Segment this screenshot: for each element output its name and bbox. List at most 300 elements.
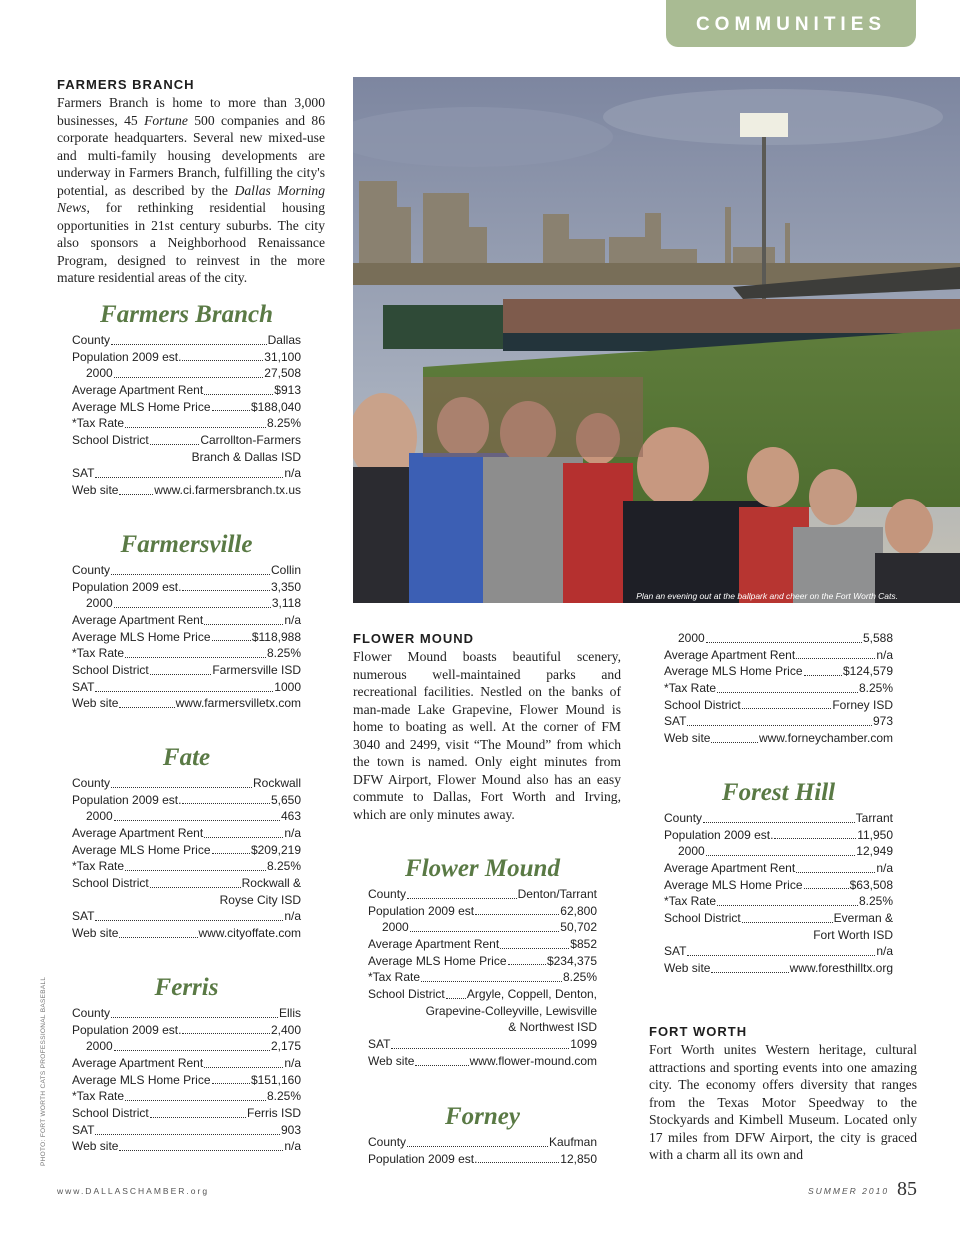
stat-label: County xyxy=(664,810,703,825)
stat-row xyxy=(664,730,893,747)
stat-row xyxy=(72,415,301,432)
stat-label: Average Apartment Rent xyxy=(368,937,500,952)
dot-leader xyxy=(742,708,832,709)
dot-leader xyxy=(687,955,875,956)
stat-label: Average Apartment Rent xyxy=(664,647,796,662)
stat-label: Web site xyxy=(72,926,119,941)
dot-leader xyxy=(774,838,856,839)
stat-label: School District xyxy=(72,876,149,891)
dot-leader xyxy=(111,787,252,788)
stat-label: Average Apartment Rent xyxy=(72,383,204,398)
stat-label: Population 2009 est. xyxy=(72,349,182,364)
stat-label: Average Apartment Rent xyxy=(72,613,204,628)
stat-label: Population 2009 est. xyxy=(72,579,182,594)
stat-label: County xyxy=(72,562,111,577)
stat-value: Branch & Dallas ISD xyxy=(191,449,301,464)
stat-value: 8.25% xyxy=(562,970,597,985)
stat-label: School District xyxy=(72,433,149,448)
stat-value: 62,800 xyxy=(560,903,597,918)
dot-leader xyxy=(95,691,273,692)
dot-leader xyxy=(796,872,875,873)
dot-leader xyxy=(407,898,517,899)
stat-value: $118,988 xyxy=(251,629,301,644)
dot-leader xyxy=(804,675,842,676)
stat-value: 31,100 xyxy=(264,349,301,364)
stat-row xyxy=(664,843,893,860)
community-title: Farmers Branch xyxy=(100,301,273,328)
stat-label: Web site xyxy=(664,731,711,746)
stat-label: Population 2009 est. xyxy=(664,827,774,842)
stat-label: SAT xyxy=(72,679,95,694)
stat-value: 463 xyxy=(280,809,301,824)
stat-value: n/a xyxy=(284,613,301,628)
section-tab: COMMUNITIES xyxy=(666,0,916,47)
dot-leader xyxy=(742,922,833,923)
stat-label: Web site xyxy=(368,1053,415,1068)
dot-leader xyxy=(150,444,200,445)
dot-leader xyxy=(204,837,283,838)
dot-leader xyxy=(182,590,270,591)
community-title: Forest Hill xyxy=(721,779,836,806)
dot-leader xyxy=(410,931,560,932)
stat-label: Average MLS Home Price xyxy=(72,399,211,414)
forney-continued-block xyxy=(664,630,893,747)
stat-label: SAT xyxy=(72,466,95,481)
dot-leader xyxy=(391,1048,569,1049)
stat-row xyxy=(72,842,301,859)
stat-value: 8.25% xyxy=(266,859,301,874)
stat-label: SAT xyxy=(72,1122,95,1137)
stat-label: Web site xyxy=(72,483,119,498)
stat-value: www.cityoffate.com xyxy=(198,926,301,941)
stat-row xyxy=(368,1134,597,1151)
article-heading: FLOWER MOUND xyxy=(353,631,475,646)
article-heading: FARMERS BRANCH xyxy=(57,77,195,92)
stat-label: 2000 xyxy=(382,920,409,935)
flower-mound-article xyxy=(353,631,621,823)
stat-label: 2000 xyxy=(86,596,113,611)
stat-value: 8.25% xyxy=(266,646,301,661)
stat-row xyxy=(368,1036,597,1053)
stat-row xyxy=(72,925,301,942)
dot-leader xyxy=(114,1050,270,1051)
article-body: Fort Worth unites Western heritage, cultural attractions and sporting events into one amazing city. The economy offers diversity that ranges from the Texas Motor Speedway to the Stockyards and Kimbell Museum. Located only 17 miles from DFW Airport, the city is graced with a charm all its own and xyxy=(649,1042,917,1162)
dot-leader xyxy=(125,427,266,428)
photo-credit: PHOTO: FORT WORTH CATS PROFESSIONAL BASEBALL xyxy=(40,976,47,1166)
stat-value: www.forneychamber.com xyxy=(758,731,893,746)
dot-leader xyxy=(119,707,174,708)
stat-value: Farmersville ISD xyxy=(212,663,301,678)
stat-value: Ferris ISD xyxy=(247,1106,301,1121)
ballpark-photo xyxy=(353,77,960,603)
stat-value: 903 xyxy=(280,1122,301,1137)
dot-leader xyxy=(508,964,546,965)
stat-row xyxy=(664,910,893,927)
stat-label: School District xyxy=(664,911,741,926)
stat-row xyxy=(72,1139,301,1156)
dot-leader xyxy=(95,1134,280,1135)
dot-leader xyxy=(804,888,849,889)
stat-value: & Northwest ISD xyxy=(508,1020,597,1035)
stat-value: n/a xyxy=(284,909,301,924)
stat-row xyxy=(72,579,301,596)
stats-list xyxy=(368,886,597,1070)
stat-value: 5,588 xyxy=(862,630,893,645)
stats-list xyxy=(664,630,893,747)
stat-row xyxy=(72,858,301,875)
dot-leader xyxy=(421,981,562,982)
stat-value: 12,949 xyxy=(856,844,893,859)
stat-row xyxy=(72,595,301,612)
dot-leader xyxy=(796,658,875,659)
dot-leader xyxy=(212,1083,250,1084)
stat-label: 2000 xyxy=(86,809,113,824)
stats-list xyxy=(72,332,301,499)
stat-value: $913 xyxy=(274,383,301,398)
stat-value: www.foresthilltx.org xyxy=(789,961,893,976)
stat-row xyxy=(72,792,301,809)
stat-row xyxy=(664,647,893,664)
stat-row xyxy=(72,482,301,499)
stat-row xyxy=(72,696,301,713)
stat-label: School District xyxy=(368,987,445,1002)
stat-row xyxy=(664,960,893,977)
community-title: Farmersville xyxy=(120,531,253,558)
stat-row xyxy=(664,663,893,680)
stat-label: *Tax Rate xyxy=(72,859,125,874)
stat-label: Average MLS Home Price xyxy=(664,664,803,679)
stat-row xyxy=(72,645,301,662)
stat-label: County xyxy=(368,1134,407,1149)
stat-row xyxy=(664,927,893,944)
stat-label: Web site xyxy=(72,696,119,711)
stat-value: Carrollton-Farmers xyxy=(200,433,301,448)
stats-list xyxy=(72,1005,301,1155)
stat-label: *Tax Rate xyxy=(72,646,125,661)
stat-row xyxy=(72,679,301,696)
stat-value: Fort Worth ISD xyxy=(813,927,893,942)
stat-value: 5,650 xyxy=(270,792,301,807)
stat-row xyxy=(368,886,597,903)
stat-label: County xyxy=(72,1005,111,1020)
stat-label: *Tax Rate xyxy=(664,681,717,696)
stat-value: n/a xyxy=(284,466,301,481)
dot-leader xyxy=(711,972,788,973)
dot-leader xyxy=(114,607,271,608)
stat-value: 1000 xyxy=(274,679,301,694)
community-title: Ferris xyxy=(154,974,219,1001)
dot-leader xyxy=(125,870,266,871)
dot-leader xyxy=(717,905,858,906)
stat-value: 50,702 xyxy=(560,920,597,935)
stat-value: $234,375 xyxy=(546,953,597,968)
stat-row xyxy=(664,827,893,844)
stat-row xyxy=(72,382,301,399)
dot-leader xyxy=(111,344,267,345)
stat-row xyxy=(368,936,597,953)
stat-label: Average Apartment Rent xyxy=(664,861,796,876)
stat-label: School District xyxy=(664,697,741,712)
stat-row xyxy=(368,1053,597,1070)
article-body: Farmers Branch is home to more than 3,000 businesses, 45 Fortune 500 companies and 86 corporate headquarters. Several new mixed-use and multi-family housing developments are underway in Farmers Branch, fulfilling the city's potential, as described by the Dallas Morning News, for rethinking residential housing opportunities in 21st century suburbs. The city also sponsors a Neighborhood Renaissance Program, designed to reinvest in the more mature residential areas of the city. xyxy=(57,95,325,285)
stat-row xyxy=(72,432,301,449)
stat-row xyxy=(72,365,301,382)
stat-row xyxy=(664,893,893,910)
footer-issue: SUMMER 2010 xyxy=(808,1186,890,1196)
stat-row xyxy=(664,860,893,877)
stat-row xyxy=(72,466,301,483)
stat-label: SAT xyxy=(368,1037,391,1052)
stat-value: $124,579 xyxy=(842,664,893,679)
stat-value: n/a xyxy=(876,944,893,959)
farmers-branch-article xyxy=(57,77,325,287)
fate-block xyxy=(72,741,301,942)
dot-leader xyxy=(125,657,266,658)
stat-value: $852 xyxy=(570,937,597,952)
stat-row xyxy=(368,1003,597,1020)
stat-row xyxy=(368,969,597,986)
stat-label: Average MLS Home Price xyxy=(72,1072,211,1087)
stat-value: Everman & xyxy=(833,911,893,926)
stat-row xyxy=(72,399,301,416)
stat-value: 2,175 xyxy=(270,1039,301,1054)
stat-row xyxy=(368,919,597,936)
stat-value: 973 xyxy=(872,714,893,729)
stat-value: Royse City ISD xyxy=(219,892,301,907)
dot-leader xyxy=(475,914,559,915)
dot-leader xyxy=(150,887,241,888)
stat-label: Average MLS Home Price xyxy=(72,842,211,857)
stat-value: n/a xyxy=(284,1056,301,1071)
stat-value: Argyle, Coppell, Denton, xyxy=(466,987,597,1002)
stat-value: Rockwall & xyxy=(241,876,301,891)
stat-row xyxy=(72,1122,301,1139)
stat-row xyxy=(72,1088,301,1105)
stat-row xyxy=(72,808,301,825)
dot-leader xyxy=(204,1067,283,1068)
stat-label: *Tax Rate xyxy=(664,894,717,909)
dot-leader xyxy=(119,494,153,495)
dot-leader xyxy=(119,1150,283,1151)
dot-leader xyxy=(182,803,270,804)
stat-label: Web site xyxy=(72,1139,119,1154)
dot-leader xyxy=(150,1117,246,1118)
stat-label: Average Apartment Rent xyxy=(72,1056,204,1071)
dot-leader xyxy=(125,1100,266,1101)
stat-row xyxy=(72,775,301,792)
dot-leader xyxy=(111,1017,278,1018)
stats-list xyxy=(664,810,893,977)
dot-leader xyxy=(687,725,872,726)
dot-leader xyxy=(119,937,197,938)
forney-block xyxy=(368,1100,597,1167)
dot-leader xyxy=(111,574,270,575)
stat-value: n/a xyxy=(876,647,893,662)
stat-row xyxy=(72,875,301,892)
dot-leader xyxy=(706,855,856,856)
stat-value: 8.25% xyxy=(858,894,893,909)
stat-value: n/a xyxy=(284,1139,301,1154)
stat-row xyxy=(664,877,893,894)
stat-value: 8.25% xyxy=(858,681,893,696)
ferris-block xyxy=(72,971,301,1155)
dot-leader xyxy=(212,853,250,854)
stat-row xyxy=(72,332,301,349)
flower-mound-block xyxy=(368,852,597,1070)
stat-label: School District xyxy=(72,1106,149,1121)
stat-row xyxy=(664,697,893,714)
stat-label: SAT xyxy=(664,714,687,729)
community-title: Forney xyxy=(445,1103,520,1130)
stat-label: 2000 xyxy=(678,630,705,645)
stat-value: Rockwall xyxy=(252,775,301,790)
stat-row xyxy=(664,630,893,647)
dot-leader xyxy=(95,920,283,921)
stat-value: Ellis xyxy=(278,1005,301,1020)
dot-leader xyxy=(478,1162,559,1163)
stat-label: SAT xyxy=(664,944,687,959)
stat-label: School District xyxy=(72,663,149,678)
stat-row xyxy=(368,986,597,1003)
dot-leader xyxy=(703,822,855,823)
stat-row xyxy=(72,662,301,679)
stat-row xyxy=(72,1072,301,1089)
dot-leader xyxy=(500,948,569,949)
stat-value: www.farmersvilletx.com xyxy=(175,696,301,711)
stat-label: 2000 xyxy=(678,844,705,859)
farmers-branch-block xyxy=(72,298,301,499)
dot-leader xyxy=(182,360,263,361)
stat-value: $151,160 xyxy=(250,1072,301,1087)
stat-label: SAT xyxy=(72,909,95,924)
stat-label: *Tax Rate xyxy=(72,416,125,431)
dot-leader xyxy=(446,998,466,999)
dot-leader xyxy=(212,410,250,411)
stat-value: $63,508 xyxy=(849,877,893,892)
stats-list xyxy=(368,1134,597,1167)
photo-caption: Plan an evening out at the ballpark and cheer on the Fort Worth Cats. xyxy=(636,591,898,601)
stat-row xyxy=(72,1038,301,1055)
stat-label: Population 2009 est. xyxy=(72,1022,182,1037)
article-heading: FORT WORTH xyxy=(649,1024,748,1039)
stat-label: Population 2009 est xyxy=(368,903,475,918)
dot-leader xyxy=(95,477,283,478)
stat-row xyxy=(368,1020,597,1037)
stat-row xyxy=(664,680,893,697)
stats-list xyxy=(72,562,301,712)
dot-leader xyxy=(407,1146,548,1147)
stat-row xyxy=(72,562,301,579)
stat-label: County xyxy=(368,886,407,901)
stat-row xyxy=(72,1005,301,1022)
dot-leader xyxy=(114,820,280,821)
stat-row xyxy=(664,944,893,961)
dot-leader xyxy=(415,1065,468,1066)
stat-label: County xyxy=(72,332,111,347)
footer-website: www.DALLASCHAMBER.org xyxy=(57,1186,210,1196)
stat-label: Average MLS Home Price xyxy=(368,953,507,968)
stat-row xyxy=(72,349,301,366)
page-number: 85 xyxy=(897,1178,917,1200)
stat-value: 12,850 xyxy=(560,1151,597,1166)
stat-value: Denton/Tarrant xyxy=(517,886,597,901)
stat-value: Dallas xyxy=(267,332,301,347)
stat-row xyxy=(664,713,893,730)
dot-leader xyxy=(711,742,757,743)
stat-value: 3,118 xyxy=(271,596,301,611)
stat-value: Forney ISD xyxy=(832,697,893,712)
stat-value: 8.25% xyxy=(266,1089,301,1104)
stat-row xyxy=(72,1105,301,1122)
stat-label: 2000 xyxy=(86,366,113,381)
stat-value: 1099 xyxy=(570,1037,597,1052)
dot-leader xyxy=(150,674,212,675)
community-title: Flower Mound xyxy=(405,855,560,882)
stat-value: Tarrant xyxy=(855,810,893,825)
stat-value: 2,400 xyxy=(270,1022,301,1037)
stat-row xyxy=(664,810,893,827)
stat-value: $209,219 xyxy=(250,842,301,857)
dot-leader xyxy=(212,640,251,641)
stat-value: 11,950 xyxy=(857,827,893,842)
farmersville-block xyxy=(72,528,301,712)
stat-label: Population 2009 est. xyxy=(368,1151,478,1166)
stat-value: 27,508 xyxy=(264,366,301,381)
fort-worth-article xyxy=(649,1024,917,1164)
dot-leader xyxy=(204,624,283,625)
stat-row xyxy=(72,825,301,842)
stat-value: www.flower-mound.com xyxy=(469,1053,597,1068)
community-title: Fate xyxy=(162,744,211,771)
stats-list xyxy=(72,775,301,942)
dot-leader xyxy=(204,394,273,395)
stat-row xyxy=(72,629,301,646)
stat-row xyxy=(72,1055,301,1072)
forest-hill-block xyxy=(664,776,893,977)
stat-row xyxy=(72,449,301,466)
stat-label: Average MLS Home Price xyxy=(664,877,803,892)
stat-row xyxy=(368,903,597,920)
stat-value: 3,350 xyxy=(270,579,301,594)
stat-value: $188,040 xyxy=(250,399,301,414)
stat-label: *Tax Rate xyxy=(72,1089,125,1104)
stat-value: 8.25% xyxy=(266,416,301,431)
stat-label: Average Apartment Rent xyxy=(72,826,204,841)
dot-leader xyxy=(717,692,858,693)
stat-row xyxy=(368,953,597,970)
stat-label: Web site xyxy=(664,961,711,976)
stat-row xyxy=(72,612,301,629)
stat-value: www.ci.farmersbranch.tx.us xyxy=(154,483,301,498)
stat-label: *Tax Rate xyxy=(368,970,421,985)
stat-row xyxy=(72,1022,301,1039)
stat-value: Kaufman xyxy=(548,1134,597,1149)
dot-leader xyxy=(114,377,264,378)
stat-label: Average MLS Home Price xyxy=(72,629,211,644)
stat-value: Grapevine-Colleyville, Lewisville xyxy=(425,1003,597,1018)
dot-leader xyxy=(706,642,862,643)
stat-value: n/a xyxy=(284,826,301,841)
stat-label: County xyxy=(72,775,111,790)
stat-row xyxy=(72,909,301,926)
stat-label: Population 2009 est. xyxy=(72,792,182,807)
stat-value: n/a xyxy=(876,861,893,876)
stat-value: Collin xyxy=(270,562,301,577)
dot-leader xyxy=(182,1033,270,1034)
article-body: Flower Mound boasts beautiful scenery, numerous well-maintained parks and recreational facilities. Nestled on the banks of man-made Lake Grapevine, Flower Mound is home to boating as well. At the corner of FM 3040 and 2499, visit “The Mound” from which the town is named. Only eight minutes from DFW Airport, Flower Mound also has an easy commute to Dallas, Fort Worth and Irving, which are only minutes away. xyxy=(353,649,621,822)
stat-row xyxy=(368,1151,597,1168)
stat-row xyxy=(72,892,301,909)
